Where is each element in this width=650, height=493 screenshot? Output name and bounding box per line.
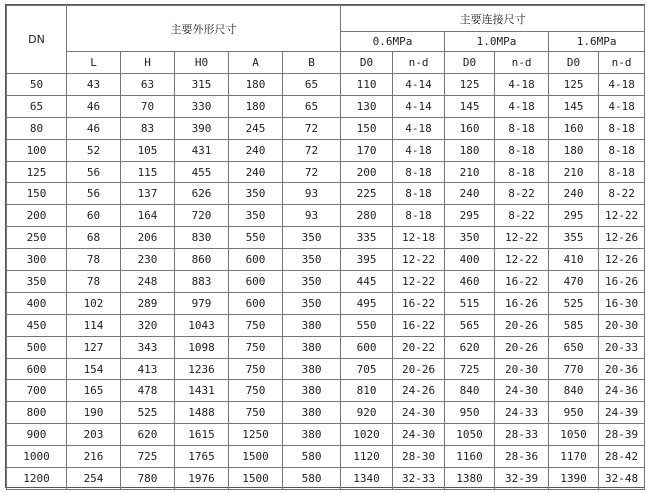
table-cell: 1250: [229, 424, 283, 446]
table-cell: 16-22: [393, 314, 445, 336]
table-cell: 230: [121, 249, 175, 271]
table-cell: 248: [121, 271, 175, 293]
table-cell: 830: [175, 227, 229, 249]
table-cell: 4-18: [495, 95, 549, 117]
table-cell: 24-30: [393, 424, 445, 446]
table-cell: 525: [121, 402, 175, 424]
table-cell: 110: [341, 74, 393, 96]
table-cell: 78: [67, 249, 121, 271]
table-cell: 206: [121, 227, 175, 249]
table-cell: 1380: [445, 468, 495, 490]
table-row: [7, 95, 645, 117]
table-cell: 8-18: [393, 183, 445, 205]
dn-cell: 200: [7, 205, 67, 227]
table-cell: 150: [341, 117, 393, 139]
table-cell: 750: [229, 314, 283, 336]
table-cell: 979: [175, 292, 229, 314]
table-cell: 154: [67, 358, 121, 380]
table-cell: 4-18: [393, 117, 445, 139]
table-cell: 720: [175, 205, 229, 227]
header-dn: DN: [7, 6, 67, 74]
table-cell: 16-26: [495, 292, 549, 314]
table-cell: 600: [229, 271, 283, 293]
table-cell: 1160: [445, 446, 495, 468]
table-cell: 1043: [175, 314, 229, 336]
table-cell: 4-18: [393, 139, 445, 161]
table-cell: 216: [67, 446, 121, 468]
table-cell: 127: [67, 336, 121, 358]
table-cell: 380: [283, 402, 341, 424]
column-header: n-d: [495, 52, 549, 74]
table-cell: 12-22: [495, 249, 549, 271]
table-cell: 105: [121, 139, 175, 161]
table-cell: 225: [341, 183, 393, 205]
table-cell: 16-22: [495, 271, 549, 293]
table-cell: 78: [67, 271, 121, 293]
table-row: [7, 336, 645, 358]
table-cell: 83: [121, 117, 175, 139]
table-cell: 164: [121, 205, 175, 227]
dn-cell: 500: [7, 336, 67, 358]
table-cell: 32-33: [393, 468, 445, 490]
table-cell: 28-39: [599, 424, 645, 446]
dn-cell: 80: [7, 117, 67, 139]
table-row: [7, 468, 645, 490]
table-cell: 1340: [341, 468, 393, 490]
table-cell: 650: [549, 336, 599, 358]
table-cell: 245: [229, 117, 283, 139]
table-cell: 725: [121, 446, 175, 468]
table-cell: 24-36: [599, 380, 645, 402]
table-cell: 950: [445, 402, 495, 424]
table-cell: 750: [229, 358, 283, 380]
table-cell: 125: [549, 74, 599, 96]
table-cell: 56: [67, 183, 121, 205]
column-header: D0: [341, 52, 393, 74]
table-cell: 455: [175, 161, 229, 183]
table-cell: 180: [229, 95, 283, 117]
table-cell: 4-18: [599, 74, 645, 96]
dn-cell: 50: [7, 74, 67, 96]
column-header: H0: [175, 52, 229, 74]
table-cell: 20-26: [393, 358, 445, 380]
table-cell: 165: [67, 380, 121, 402]
table-cell: 515: [445, 292, 495, 314]
column-header: n-d: [599, 52, 645, 74]
table-cell: 24-33: [495, 402, 549, 424]
table-cell: 210: [549, 161, 599, 183]
table-cell: 180: [549, 139, 599, 161]
table-cell: 840: [445, 380, 495, 402]
table-cell: 240: [229, 139, 283, 161]
table-cell: 950: [549, 402, 599, 424]
table-cell: 1500: [229, 446, 283, 468]
table-cell: 1236: [175, 358, 229, 380]
table-cell: 390: [175, 117, 229, 139]
dn-cell: 1200: [7, 468, 67, 490]
table-cell: 565: [445, 314, 495, 336]
table-row: [7, 183, 645, 205]
table-cell: 203: [67, 424, 121, 446]
table-cell: 600: [229, 292, 283, 314]
column-header: D0: [445, 52, 495, 74]
table-cell: 137: [121, 183, 175, 205]
dn-cell: 1000: [7, 446, 67, 468]
table-cell: 43: [67, 74, 121, 96]
table-cell: 600: [229, 249, 283, 271]
table-cell: 160: [549, 117, 599, 139]
dn-cell: 100: [7, 139, 67, 161]
table-cell: 350: [283, 292, 341, 314]
table-cell: 315: [175, 74, 229, 96]
table-row: [7, 249, 645, 271]
table-cell: 72: [283, 117, 341, 139]
header-pressure-1-0: 1.0MPa: [445, 32, 549, 52]
table-cell: 63: [121, 74, 175, 96]
table-cell: 400: [445, 249, 495, 271]
table-cell: 1390: [549, 468, 599, 490]
table-cell: 289: [121, 292, 175, 314]
table-cell: 860: [175, 249, 229, 271]
table-cell: 295: [549, 205, 599, 227]
table-cell: 470: [549, 271, 599, 293]
table-cell: 240: [229, 161, 283, 183]
table-cell: 8-18: [599, 139, 645, 161]
table-row: [7, 380, 645, 402]
table-cell: 24-26: [393, 380, 445, 402]
table-cell: 810: [341, 380, 393, 402]
dn-cell: 450: [7, 314, 67, 336]
table-cell: 16-30: [599, 292, 645, 314]
table-cell: 68: [67, 227, 121, 249]
table-cell: 620: [121, 424, 175, 446]
dn-cell: 300: [7, 249, 67, 271]
table-cell: 12-22: [495, 227, 549, 249]
table-cell: 46: [67, 95, 121, 117]
table-cell: 750: [229, 336, 283, 358]
table-cell: 24-30: [393, 402, 445, 424]
table-cell: 8-18: [495, 161, 549, 183]
table-cell: 8-22: [495, 183, 549, 205]
table-cell: 8-18: [393, 161, 445, 183]
table-cell: 495: [341, 292, 393, 314]
table-cell: 343: [121, 336, 175, 358]
table-cell: 130: [341, 95, 393, 117]
table-row: [7, 358, 645, 380]
header-main-dimensions: 主要外形尺寸: [67, 6, 341, 52]
table-cell: 1615: [175, 424, 229, 446]
table-cell: 28-33: [495, 424, 549, 446]
dn-cell: 350: [7, 271, 67, 293]
table-cell: 380: [283, 314, 341, 336]
table-cell: 8-18: [495, 117, 549, 139]
table-cell: 20-30: [599, 314, 645, 336]
dn-cell: 250: [7, 227, 67, 249]
table-cell: 1120: [341, 446, 393, 468]
table-row: [7, 424, 645, 446]
table-cell: 12-18: [393, 227, 445, 249]
table-cell: 525: [549, 292, 599, 314]
table-cell: 200: [341, 161, 393, 183]
table-cell: 20-26: [495, 314, 549, 336]
table-cell: 4-14: [393, 95, 445, 117]
table-row: [7, 161, 645, 183]
table-cell: 16-22: [393, 292, 445, 314]
table-cell: 52: [67, 139, 121, 161]
table-row: [7, 139, 645, 161]
table-cell: 8-18: [495, 139, 549, 161]
column-header-row: [7, 52, 645, 74]
table-cell: 431: [175, 139, 229, 161]
table-cell: 56: [67, 161, 121, 183]
table-cell: 335: [341, 227, 393, 249]
table-cell: 240: [549, 183, 599, 205]
table-cell: 190: [67, 402, 121, 424]
table-cell: 46: [67, 117, 121, 139]
dn-cell: 900: [7, 424, 67, 446]
header-connection-dimensions: 主要连接尺寸: [341, 6, 645, 32]
table-cell: 380: [283, 380, 341, 402]
table-cell: 170: [341, 139, 393, 161]
table-cell: 840: [549, 380, 599, 402]
table-cell: 350: [283, 227, 341, 249]
table-cell: 280: [341, 205, 393, 227]
table-cell: 145: [445, 95, 495, 117]
table-cell: 28-30: [393, 446, 445, 468]
table-cell: 395: [341, 249, 393, 271]
dn-cell: 150: [7, 183, 67, 205]
table-cell: 12-22: [393, 271, 445, 293]
table-cell: 12-26: [599, 249, 645, 271]
table-cell: 12-22: [599, 205, 645, 227]
table-cell: 8-18: [393, 205, 445, 227]
table-cell: 125: [445, 74, 495, 96]
table-cell: 24-39: [599, 402, 645, 424]
table-cell: 254: [67, 468, 121, 490]
table-cell: 355: [549, 227, 599, 249]
header-pressure-0-6: 0.6MPa: [341, 32, 445, 52]
table-cell: 1976: [175, 468, 229, 490]
column-header: H: [121, 52, 175, 74]
dn-cell: 125: [7, 161, 67, 183]
table-cell: 160: [445, 117, 495, 139]
column-header: B: [283, 52, 341, 74]
table-cell: 380: [283, 336, 341, 358]
table-row: [7, 205, 645, 227]
table-row: [7, 74, 645, 96]
table-cell: 102: [67, 292, 121, 314]
table-cell: 580: [283, 468, 341, 490]
table-cell: 705: [341, 358, 393, 380]
table-cell: 180: [229, 74, 283, 96]
table-cell: 20-30: [495, 358, 549, 380]
table-cell: 12-26: [599, 227, 645, 249]
table-row: [7, 314, 645, 336]
table-cell: 580: [283, 446, 341, 468]
table-cell: 460: [445, 271, 495, 293]
table-cell: 350: [229, 205, 283, 227]
dimension-table: [6, 5, 645, 490]
table-cell: 320: [121, 314, 175, 336]
table-cell: 626: [175, 183, 229, 205]
column-header: A: [229, 52, 283, 74]
table-cell: 770: [549, 358, 599, 380]
table-cell: 72: [283, 161, 341, 183]
table-cell: 330: [175, 95, 229, 117]
table-cell: 16-26: [599, 271, 645, 293]
table-cell: 295: [445, 205, 495, 227]
column-header: n-d: [393, 52, 445, 74]
table-cell: 20-22: [393, 336, 445, 358]
table-cell: 410: [549, 249, 599, 271]
table-cell: 210: [445, 161, 495, 183]
table-cell: 350: [283, 249, 341, 271]
table-cell: 20-33: [599, 336, 645, 358]
table-cell: 920: [341, 402, 393, 424]
table-row: [7, 402, 645, 424]
header-pressure-1-6: 1.6MPa: [549, 32, 645, 52]
table-cell: 750: [229, 380, 283, 402]
table-cell: 600: [341, 336, 393, 358]
table-cell: 1020: [341, 424, 393, 446]
dn-cell: 400: [7, 292, 67, 314]
table-cell: 4-18: [599, 95, 645, 117]
table-cell: 478: [121, 380, 175, 402]
table-cell: 1488: [175, 402, 229, 424]
table-cell: 8-18: [599, 117, 645, 139]
table-cell: 24-30: [495, 380, 549, 402]
table-cell: 28-36: [495, 446, 549, 468]
table-cell: 60: [67, 205, 121, 227]
table-cell: 65: [283, 95, 341, 117]
table-cell: 1050: [445, 424, 495, 446]
table-row: [7, 117, 645, 139]
table-cell: 65: [283, 74, 341, 96]
table-cell: 883: [175, 271, 229, 293]
table-cell: 550: [229, 227, 283, 249]
table-cell: 240: [445, 183, 495, 205]
table-cell: 93: [283, 183, 341, 205]
table-cell: 380: [283, 424, 341, 446]
table-cell: 8-22: [495, 205, 549, 227]
table-cell: 4-14: [393, 74, 445, 96]
table-cell: 145: [549, 95, 599, 117]
table-body: [7, 74, 645, 490]
table-cell: 1765: [175, 446, 229, 468]
table-row: [7, 227, 645, 249]
table-cell: 115: [121, 161, 175, 183]
table-cell: 585: [549, 314, 599, 336]
table-cell: 12-22: [393, 249, 445, 271]
table-cell: 725: [445, 358, 495, 380]
table-cell: 445: [341, 271, 393, 293]
table-cell: 32-48: [599, 468, 645, 490]
table-cell: 70: [121, 95, 175, 117]
table-cell: 4-18: [495, 74, 549, 96]
table-cell: 1170: [549, 446, 599, 468]
table-cell: 20-26: [495, 336, 549, 358]
dimension-table-frame: [5, 4, 645, 488]
table-row: [7, 271, 645, 293]
table-cell: 8-22: [599, 183, 645, 205]
table-cell: 350: [283, 271, 341, 293]
dn-cell: 800: [7, 402, 67, 424]
table-cell: 32-39: [495, 468, 549, 490]
table-cell: 413: [121, 358, 175, 380]
table-cell: 380: [283, 358, 341, 380]
table-cell: 1098: [175, 336, 229, 358]
table-cell: 28-42: [599, 446, 645, 468]
dn-cell: 65: [7, 95, 67, 117]
table-cell: 180: [445, 139, 495, 161]
table-row: [7, 446, 645, 468]
table-cell: 620: [445, 336, 495, 358]
dn-cell: 700: [7, 380, 67, 402]
table-cell: 72: [283, 139, 341, 161]
table-cell: 114: [67, 314, 121, 336]
table-cell: 350: [445, 227, 495, 249]
table-cell: 1431: [175, 380, 229, 402]
table-cell: 1050: [549, 424, 599, 446]
table-row: [7, 292, 645, 314]
table-cell: 20-36: [599, 358, 645, 380]
dn-cell: 600: [7, 358, 67, 380]
column-header: L: [67, 52, 121, 74]
table-cell: 750: [229, 402, 283, 424]
table-cell: 1500: [229, 468, 283, 490]
table-cell: 8-18: [599, 161, 645, 183]
table-cell: 93: [283, 205, 341, 227]
table-cell: 780: [121, 468, 175, 490]
table-cell: 350: [229, 183, 283, 205]
table-cell: 550: [341, 314, 393, 336]
column-header: D0: [549, 52, 599, 74]
